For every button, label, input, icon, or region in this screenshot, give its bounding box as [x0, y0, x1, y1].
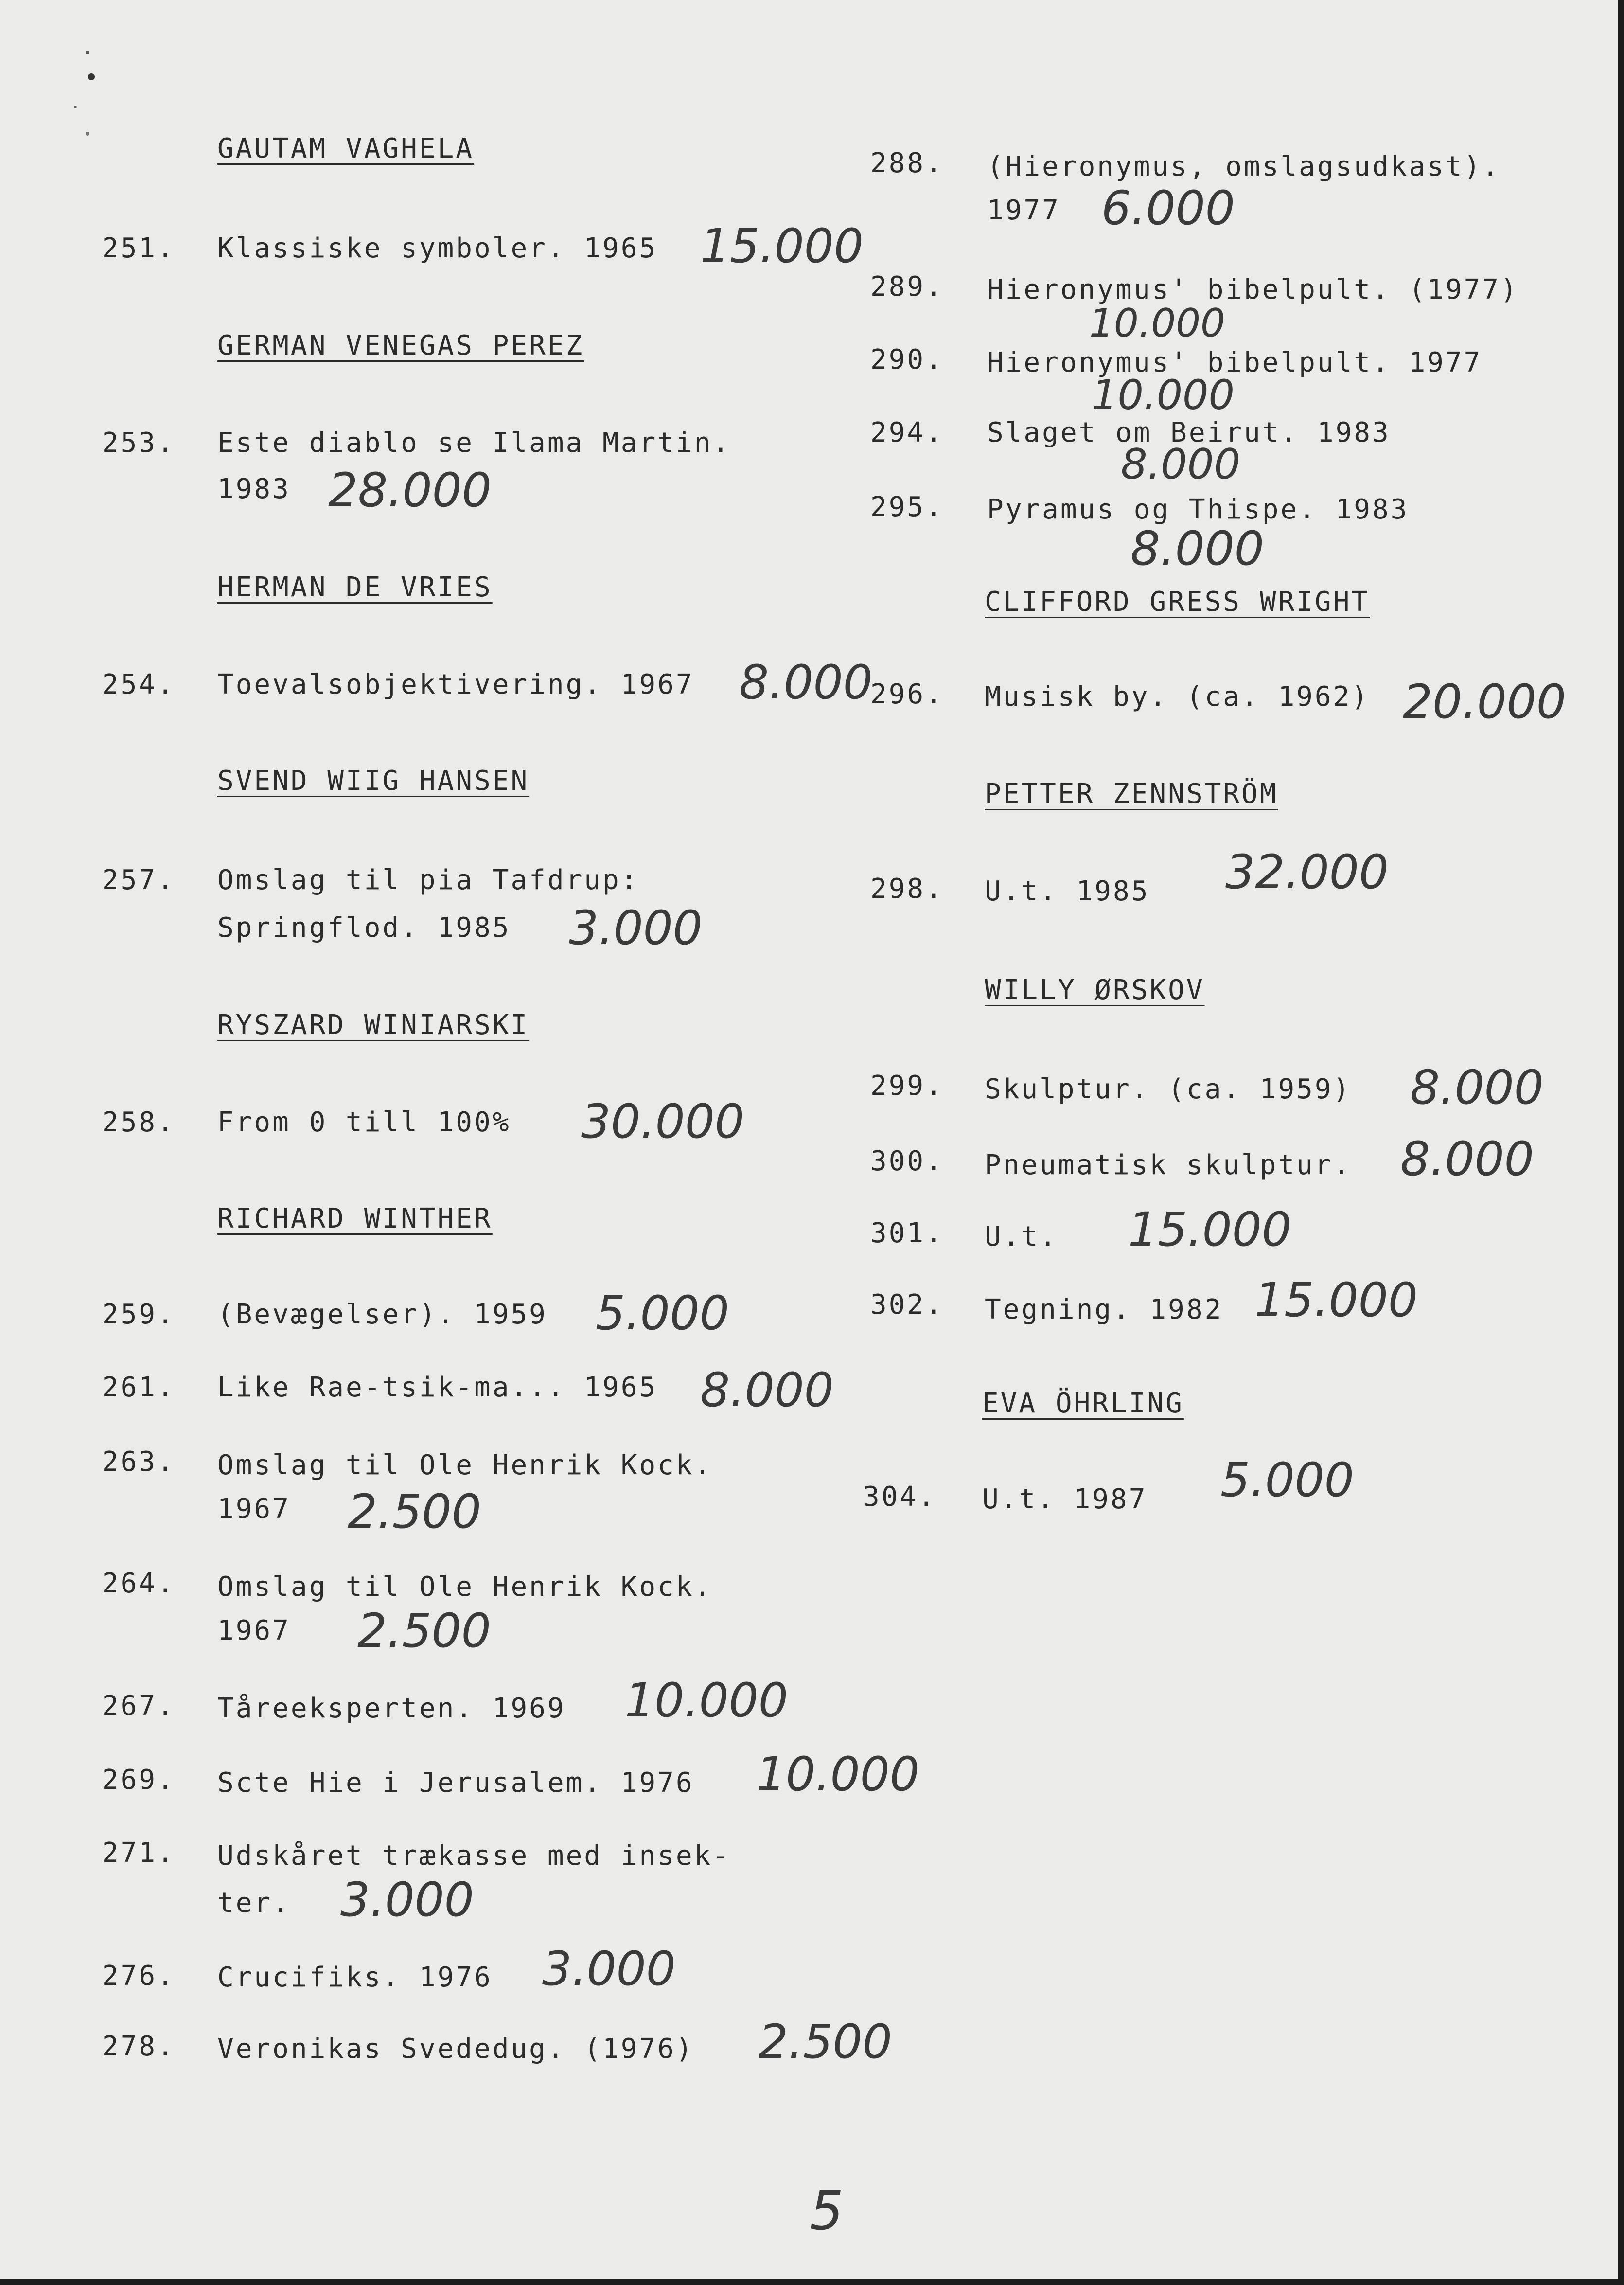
entry-title: Tegning. 1982: [985, 1294, 1223, 1325]
entry-title-line-2: 1977: [987, 195, 1060, 226]
entry-title: Veronikas Svededug. (1976): [217, 2033, 694, 2065]
catalogue-number: 302.: [870, 1289, 944, 1321]
catalogue-number: 298.: [870, 873, 944, 905]
handwritten-price: 28.000: [328, 463, 492, 518]
entry-title: (Bevægelser). 1959: [217, 1299, 547, 1330]
catalogue-number: 300.: [870, 1145, 944, 1177]
entry-title: Toevalsobjektivering. 1967: [217, 669, 694, 700]
catalogue-number: 290.: [870, 344, 944, 375]
catalogue-number: 257.: [102, 864, 176, 896]
entry-title-line-2: 1967: [217, 1493, 291, 1525]
entry-title: Este diablo se Ilama Martin.: [217, 427, 731, 459]
handwritten-price: 20.000: [1403, 675, 1566, 729]
catalogue-number: 267.: [102, 1690, 176, 1722]
artist-heading: PETTER ZENNSTRÖM: [985, 778, 1278, 810]
entry-title: Musisk by. (ca. 1962): [985, 681, 1370, 713]
page-number: 5: [810, 2179, 844, 2242]
handwritten-price: 15.000: [1254, 1273, 1418, 1327]
catalogue-number: 295.: [870, 491, 944, 523]
handwritten-price: 10.000: [625, 1673, 788, 1728]
handwritten-price: 3.000: [340, 1873, 474, 1927]
handwritten-price: 8.000: [700, 1363, 834, 1417]
entry-title: Slaget om Beirut. 1983: [987, 417, 1391, 448]
entry-title: Omslag til pia Tafdrup:: [217, 864, 639, 896]
entry-title: Skulptur. (ca. 1959): [985, 1073, 1352, 1105]
catalogue-number: 271.: [102, 1837, 176, 1869]
entry-title: Crucifiks. 1976: [217, 1962, 493, 1993]
entry-title: Pneumatisk skulptur.: [985, 1149, 1352, 1181]
entry-title: Klassiske symboler. 1965: [217, 232, 658, 264]
catalogue-number: 254.: [102, 669, 176, 700]
handwritten-price: 8.000: [1410, 1060, 1544, 1115]
entry-title: From 0 till 100%: [217, 1107, 511, 1138]
catalogue-number: 296.: [870, 678, 944, 710]
entry-title: Hieronymus' bibelpult. (1977): [987, 274, 1519, 305]
entry-title: Scte Hie i Jerusalem. 1976: [217, 1767, 694, 1799]
handwritten-price: 15.000: [700, 219, 864, 273]
handwritten-price: 5.000: [596, 1286, 729, 1340]
catalogue-number: 259.: [102, 1299, 176, 1330]
entry-title: Omslag til Ole Henrik Kock.: [217, 1449, 713, 1481]
catalogue-number: 263.: [102, 1446, 176, 1478]
handwritten-price: 30.000: [581, 1094, 744, 1149]
artist-heading: RICHARD WINTHER: [217, 1203, 493, 1234]
catalogue-number: 258.: [102, 1107, 176, 1138]
catalogue-number: 278.: [102, 2031, 176, 2062]
handwritten-price: 2.500: [357, 1604, 491, 1658]
artist-heading: GERMAN VENEGAS PEREZ: [217, 330, 584, 361]
catalogue-number: 269.: [102, 1764, 176, 1796]
handwritten-price: 8.000: [1130, 521, 1264, 576]
catalogue-number: 299.: [870, 1070, 944, 1102]
handwritten-price: 15.000: [1128, 1202, 1291, 1257]
entry-title: Like Rae-tsik-ma... 1965: [217, 1372, 658, 1403]
handwritten-price: 5.000: [1220, 1453, 1354, 1507]
entry-title-line-2: 1967: [217, 1615, 291, 1646]
catalogue-number: 251.: [102, 232, 176, 264]
entry-title: (Hieronymus, omslagsudkast).: [987, 151, 1501, 182]
entry-title: U.t. 1985: [985, 875, 1150, 907]
catalogue-number: 301.: [870, 1217, 944, 1249]
catalogue-number: 294.: [870, 417, 944, 448]
entry-title: Omslag til Ole Henrik Kock.: [217, 1571, 713, 1603]
entry-title-line-2: 1983: [217, 473, 291, 505]
handwritten-price: 2.500: [759, 2015, 892, 2069]
artist-heading: HERMAN DE VRIES: [217, 571, 493, 603]
entry-title: U.t. 1987: [982, 1483, 1147, 1515]
catalogue-number: 253.: [102, 427, 176, 459]
handwritten-price: 32.000: [1225, 845, 1389, 899]
handwritten-price: 10.000: [1089, 301, 1225, 346]
catalogue-number: 264.: [102, 1568, 176, 1599]
entry-title-line-2: ter.: [217, 1887, 291, 1919]
artist-heading: WILLY ØRSKOV: [985, 974, 1205, 1006]
artist-heading: CLIFFORD GRESS WRIGHT: [985, 586, 1370, 618]
catalogue-number: 289.: [870, 271, 944, 303]
handwritten-price: 8.000: [739, 655, 873, 710]
handwritten-price: 3.000: [569, 901, 703, 955]
handwritten-price: 10.000: [756, 1747, 919, 1802]
handwritten-price: 8.000: [1400, 1132, 1534, 1186]
artist-heading: EVA ÖHRLING: [982, 1388, 1184, 1419]
handwritten-price: 2.500: [348, 1484, 481, 1539]
catalogue-number: 276.: [102, 1960, 176, 1992]
handwritten-price: 8.000: [1121, 440, 1241, 489]
handwritten-price: 10.000: [1092, 371, 1235, 419]
entry-title: Pyramus og Thispe. 1983: [987, 494, 1409, 525]
artist-heading: RYSZARD WINIARSKI: [217, 1009, 530, 1041]
artist-heading: SVEND WIIG HANSEN: [217, 765, 530, 797]
entry-title: U.t.: [985, 1221, 1058, 1252]
entry-title: Tåreeksperten. 1969: [217, 1693, 566, 1724]
catalogue-number: 304.: [863, 1481, 936, 1513]
handwritten-price: 6.000: [1101, 181, 1235, 235]
catalogue-number: 288.: [870, 147, 944, 179]
artist-heading: GAUTAM VAGHELA: [217, 133, 475, 164]
entry-title-line-2: Springflod. 1985: [217, 912, 511, 944]
entry-title: Hieronymus' bibelpult. 1977: [987, 347, 1483, 378]
entry-title: Udskåret trækasse med insek-: [217, 1840, 731, 1872]
corner-marks: [68, 44, 107, 146]
catalogue-number: 261.: [102, 1372, 176, 1403]
handwritten-price: 3.000: [542, 1942, 676, 1996]
